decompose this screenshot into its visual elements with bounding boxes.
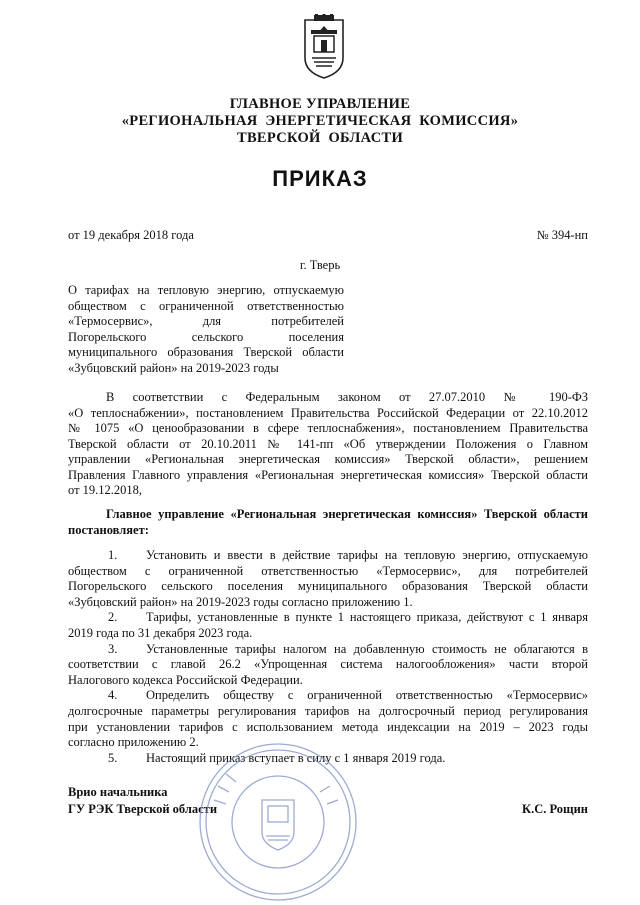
- preamble-line: № 1075 «О ценообразовании в сфере теплоснабжения», постановлением Правительства: [68, 421, 588, 435]
- subject-line: «Зубцовский район» на 2019-2023 годы: [68, 360, 279, 375]
- authority-line: ТВЕРСКОЙ ОБЛАСТИ: [236, 130, 404, 146]
- subject-line: О тарифах на тепловую энергию, отпускаемую: [68, 283, 344, 297]
- item-number: 4.: [108, 688, 118, 703]
- document-title: ПРИКАЗ: [272, 166, 368, 191]
- subject-line: «Термосервис», для потребителей: [68, 314, 344, 328]
- item-line: Определить обществу с ограниченной ответственностью «Термосервис»: [146, 688, 588, 703]
- signatory-position-line: ГУ РЭК Тверской области: [68, 802, 218, 816]
- item-number: 5.: [108, 750, 118, 765]
- order-subject: [68, 283, 344, 376]
- subject-line: Погорельского сельского поселения: [68, 329, 344, 344]
- preamble-line: «О теплоснабжении», постановлением Правительства Российской Федерации от 22.10.2012: [68, 405, 588, 420]
- item-number: 2.: [108, 610, 118, 625]
- item-line: при установлении тарифов с использованием метода индексации на 2019 – 2023 годы: [68, 719, 588, 734]
- preamble-line: управлении «Региональная энергетическая комиссия» Тверской области», решением: [68, 452, 588, 466]
- order-number: № 394-нп: [536, 228, 588, 242]
- item-line: Установить и ввести в действие тарифы на тепловую энергию, отпускаемую: [146, 548, 588, 562]
- order-city: г. Тверь: [299, 258, 341, 272]
- item-number: 3.: [108, 641, 118, 656]
- item-line: «Зубцовский район» на 2019-2023 годы согласно приложению 1.: [68, 594, 413, 609]
- signatory-position: [68, 784, 217, 818]
- subject-line: обществом с ограниченной ответственностью: [68, 298, 344, 313]
- item-line: Установленные тарифы налогом на добавленную стоимость не облагаются в: [146, 641, 588, 656]
- authority-line: ГЛАВНОЕ УПРАВЛЕНИЕ: [229, 96, 411, 112]
- item-line: согласно приложению 2.: [68, 735, 199, 750]
- item-number: 1.: [108, 548, 118, 562]
- subject-line: муниципального образования Тверской области: [68, 345, 344, 359]
- item-line: Настоящий приказ вступает в силу с 1 января 2019 года.: [146, 750, 446, 765]
- signatory-position-line: Врио начальника: [68, 785, 168, 799]
- order-item: [68, 642, 588, 689]
- preamble-line: от 19.12.2018,: [68, 483, 143, 497]
- resolution-statement: [68, 506, 588, 538]
- coat-of-arms-emblem: [302, 14, 346, 80]
- item-line: Погорельского сельского поселения муниципального образования Тверской области: [68, 579, 588, 594]
- preamble-line: Правления Главного управления «Региональная энергетическая комиссия» Тверской области: [68, 467, 588, 482]
- item-line: Тарифы, установленные в пункте 1 настоящего приказа, действуют с 1 января: [146, 610, 588, 625]
- order-date: от 19 декабря 2018 года: [68, 228, 194, 242]
- item-line: 2019 года по 31 декабря 2023 года.: [68, 625, 253, 640]
- item-line: Налогового кодекса Российской Федерации.: [68, 672, 303, 687]
- resolution-line: Главное управление «Региональная энергетическая комиссия» Тверской области: [106, 507, 588, 521]
- issuing-authority: [0, 96, 640, 147]
- preamble-line: В соответствии с Федеральным законом от 27.07.2010 № 190-ФЗ: [106, 390, 588, 404]
- item-line: долгосрочные параметры регулирования тарифов на долгосрочный период регулирования: [68, 703, 588, 718]
- official-seal-stamp: [196, 740, 360, 904]
- order-items: [68, 548, 588, 766]
- order-item: [68, 548, 588, 610]
- authority-line: «РЕГИОНАЛЬНАЯ ЭНЕРГЕТИЧЕСКАЯ КОМИССИЯ»: [121, 113, 519, 129]
- preamble-paragraph: [68, 390, 588, 499]
- order-item: [68, 610, 588, 641]
- resolution-line: постановляет:: [68, 523, 149, 537]
- item-line: обществом с ограниченной ответственностью «Термосервис», для потребителей: [68, 563, 588, 578]
- preamble-line: Тверской области от 20.10.2011 № 141-пп «Об утверждении Положения о Главном: [68, 436, 588, 451]
- signatory-name: К.С. Рощин: [522, 802, 588, 816]
- item-line: соответствии с главой 26.2 «Упрощенная система налогообложения» части второй: [68, 657, 588, 672]
